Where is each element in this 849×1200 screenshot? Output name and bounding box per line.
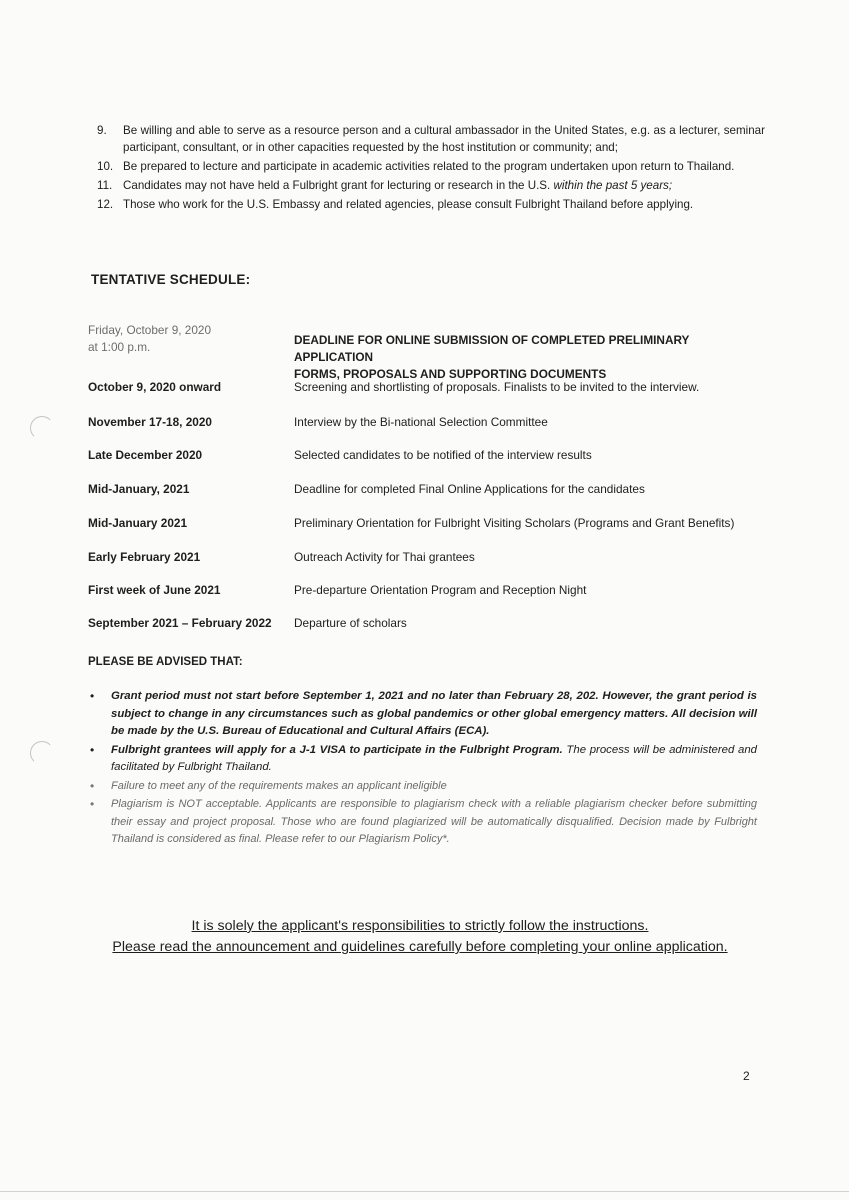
schedule-date: First week of June 2021: [88, 583, 221, 597]
schedule-row: [88, 482, 758, 516]
schedule-description: Screening and shortlisting of proposals. Finalists to be invited to the interview.: [294, 380, 700, 394]
schedule-date: Friday, October 9, 2020 at 1:00 p.m.: [88, 323, 212, 354]
schedule-date: Mid-January, 2021: [88, 482, 190, 496]
page-edge-divider: [0, 1191, 849, 1192]
requirement-text: Candidates may not have held a Fulbright grant for lecturing or research in the U.S. within the past 5 years;: [123, 179, 673, 192]
page-number: 2: [743, 1069, 750, 1083]
schedule-date: September 2021 – February 2022: [88, 616, 272, 630]
schedule-description: Preliminary Orientation for Fulbright Visiting Scholars (Programs and Grant Benefits): [294, 516, 735, 530]
requirement-text: Those who work for the U.S. Embassy and related agencies, please consult Fulbright Thailand before applying.: [123, 198, 694, 211]
bullet-icon: •: [90, 797, 95, 811]
advice-item: [90, 778, 757, 796]
schedule-description: Departure of scholars: [294, 616, 407, 630]
schedule-description: Pre-departure Orientation Program and Reception Night: [294, 583, 587, 597]
bullet-icon: •: [90, 778, 95, 793]
requirement-number: 11.: [97, 179, 113, 192]
schedule-row: [88, 415, 758, 448]
schedule-row: [88, 322, 758, 380]
notice-line: It is solely the applicant's responsibilities to strictly follow the instructions.: [191, 918, 649, 934]
schedule-row: [88, 380, 758, 415]
schedule-date: October 9, 2020 onward: [88, 380, 222, 394]
schedule-date: November 17-18, 2020: [88, 415, 212, 429]
schedule-date: Mid-January 2021: [88, 516, 188, 530]
schedule-row: [88, 516, 758, 550]
schedule-description: Selected candidates to be notified of the interview results: [294, 448, 592, 462]
schedule-row: [88, 448, 758, 482]
schedule-date: Late December 2020: [88, 448, 203, 462]
schedule-description: Deadline for completed Final Online Applications for the candidates: [294, 482, 645, 496]
schedule-row: [88, 550, 758, 583]
advice-item: [90, 796, 757, 849]
advise-title: PLEASE BE ADVISED THAT:: [88, 656, 243, 668]
schedule-description: Outreach Activity for Thai grantees: [294, 550, 475, 564]
advice-text: Failure to meet any of the requirements makes an applicant ineligible: [111, 779, 447, 792]
notice-line: Please read the announcement and guidelines carefully before completing your online application.: [112, 939, 728, 955]
advice-item: [90, 742, 757, 777]
schedule-date: Early February 2021: [88, 550, 201, 564]
requirement-number: 9.: [97, 124, 107, 137]
schedule-description: Interview by the Bi-national Selection Committee: [294, 415, 548, 429]
requirement-number: 12.: [97, 198, 114, 211]
requirement-item: [97, 177, 765, 194]
scan-mark: [30, 741, 54, 765]
requirements-list: [97, 122, 765, 215]
advice-text: Plagiarism is NOT acceptable. Applicants are responsible to plagiarism check with a reliable plagiarism checker before submitting their essay and project proposal. Those who are found plagiarized will be automatically disqualified. Decision made by Fulbright Thailand is considered as final. Please refer to our Plagiarism Policy*.: [111, 798, 757, 845]
requirement-text: Be willing and able to serve as a resource person and a cultural ambassador in the United States, e.g. as a lecturer, seminar participant, consultant, or in other capacities requested by the host institution or community; and;: [123, 124, 765, 154]
schedule-description: DEADLINE FOR ONLINE SUBMISSION OF COMPLETED PRELIMINARY APPLICATION FORMS, PROPOSALS AND SUPPORTING DOCUMENTS: [294, 333, 690, 381]
requirement-italic: within the past 5 years;: [553, 179, 673, 192]
schedule-row: [88, 616, 758, 646]
schedule-table: [88, 322, 758, 646]
advice-item: [90, 688, 757, 741]
advice-text: Grant period must not start before September 1, 2021 and no later than February 28, 202. However, the grant period is subject to change in any circumstances such as global pandemics or other global emergency matters. All decision will be made by the U.S. Bureau of Educational and Cultural Affairs (ECA).: [111, 690, 757, 737]
advice-list: [90, 688, 757, 850]
requirement-item: [97, 158, 765, 175]
requirement-item: [97, 122, 765, 156]
schedule-row: [88, 583, 758, 616]
bullet-icon: •: [90, 742, 95, 757]
scan-mark: [30, 416, 54, 440]
requirement-text: Be prepared to lecture and participate in academic activities related to the program undertaken upon return to Thailand.: [123, 160, 735, 173]
schedule-title: TENTATIVE SCHEDULE:: [91, 272, 251, 287]
bullet-icon: •: [90, 689, 95, 703]
instruction-notice: [100, 916, 740, 958]
requirement-number: 10.: [97, 160, 114, 173]
advice-text: Fulbright grantees will apply for a J-1 VISA to participate in the Fulbright Program. The process will be administered and facilitated by Fulbright Thailand.: [111, 743, 757, 773]
requirement-item: [97, 196, 765, 213]
